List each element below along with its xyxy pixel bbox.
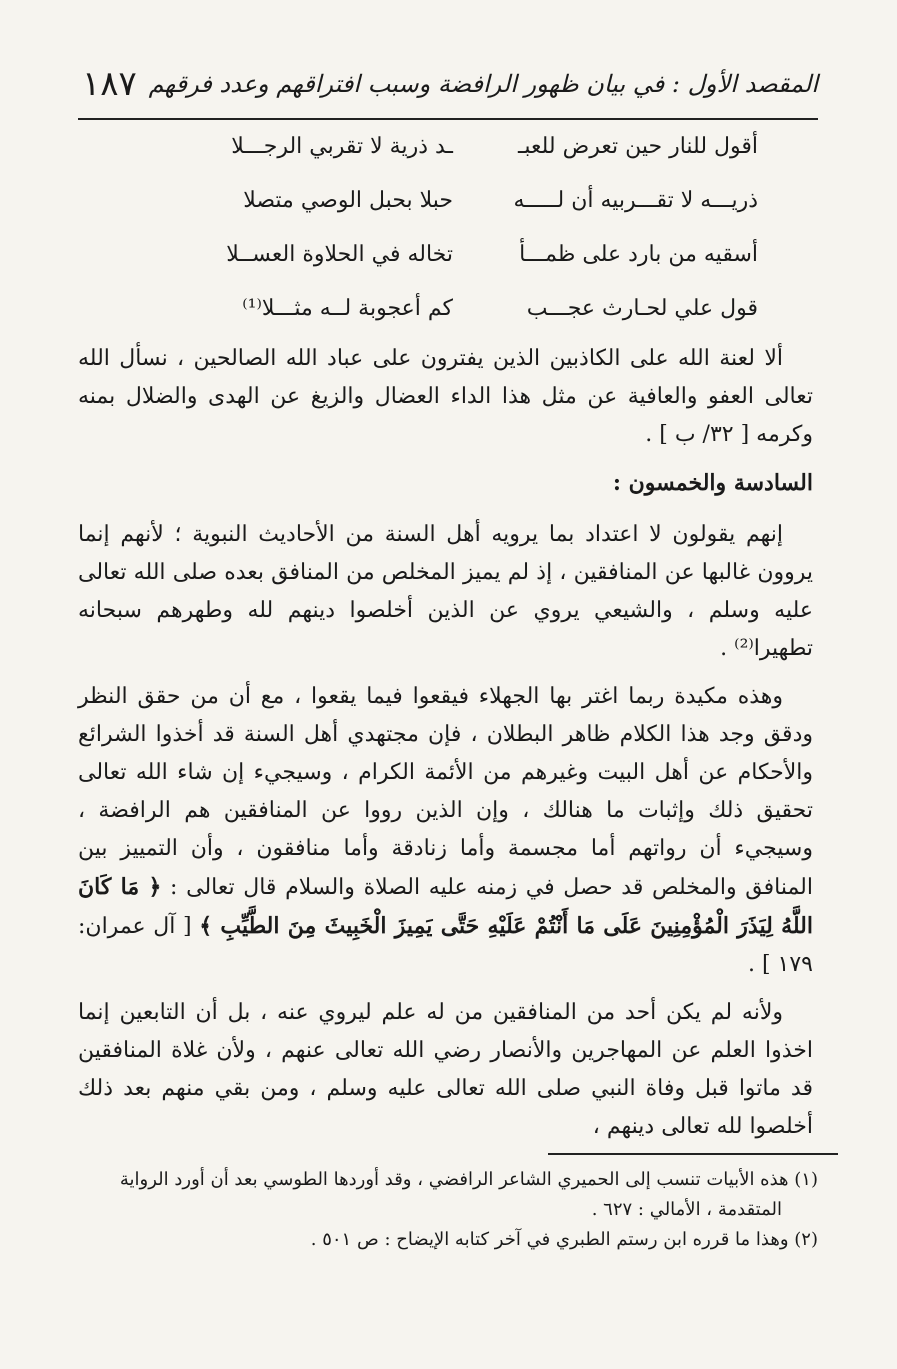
running-title: المقصد الأول : في بيان ظهور الرافضة وسبب افتراقهم وعدد فرقهم	[148, 70, 818, 98]
verse-second-hemistich: ـد ذرية لا تقربي الرجـــلا	[231, 134, 453, 159]
verse-second-hemistich: كم أعجوبة لــه مثـــلا⁽¹⁾	[242, 296, 453, 321]
verse-line	[78, 128, 818, 182]
quran-verse: ﴿ مَا كَانَ اللَّهُ لِيَذَرَ الْمُؤْمِنِينَ عَلَى مَا أَنْتُمْ عَلَيْهِ حَتَّى يَمِيزَ الْخَبِيثَ مِنَ الطَّيِّبِ ﴾	[78, 874, 813, 939]
footnote: (٢) وهذا ما قرره ابن رستم الطبري في آخر كتابه الإيضاح : ص ٥٠١ .	[310, 1229, 818, 1250]
paragraph: ألا لعنة الله على الكاذبين الذين يفترون على عباد الله الصالحين ، نسأل الله تعالى العفو والعافية عن مثل هذا الداء العضال والزيغ عن الهدى والضلال بمنه وكرمه [ ٣٢/ ب ] .	[78, 346, 813, 447]
header-divider	[78, 118, 818, 120]
paragraph	[78, 678, 813, 984]
verse-line	[78, 290, 818, 344]
page-number: ١٨٧	[82, 64, 137, 104]
verse-second-hemistich: تخاله في الحلاوة العســلا	[226, 242, 453, 267]
paragraph: إنهم يقولون لا اعتداد بما يرويه أهل السنة من الأحاديث النبوية ؛ لأنهم إنما يروون غالبها عن المنافقين ، إذ لم يميز المخلص من المنافق بعده صلى الله تعالى عليه وسلم ، والشيعي يروي عن الذين أخلصوا دينهم لله وطهرهم سبحانه تطهيرا⁽²⁾ .	[78, 522, 813, 661]
page-header	[78, 64, 818, 114]
section-heading: السادسة والخمسون :	[612, 470, 813, 496]
poem-verses	[78, 128, 818, 344]
verse-second-hemistich: حبلا بحبل الوصي متصلا	[243, 188, 453, 213]
verse-first-hemistich: قول علي لحـارث عجـــب	[526, 296, 758, 321]
verse-line	[78, 236, 818, 290]
verse-first-hemistich: ذريـــه لا تقـــربيه أن لـــــه	[513, 188, 758, 213]
quran-reference: [ آل عمران: ١٧٩ ] .	[78, 914, 813, 977]
footnote: (١) هذه الأبيات تنسب إلى الحميري الشاعر الرافضي ، وقد أوردها الطوسي بعد أن أورد الرواية المتقدمة ، الأمالي : ٦٢٧ .	[119, 1169, 818, 1220]
footnote-divider	[548, 1153, 838, 1155]
footnotes	[78, 1165, 818, 1255]
verse-line	[78, 182, 818, 236]
paragraph: ولأنه لم يكن أحد من المنافقين من له علم ليروي عنه ، بل أن التابعين إنما اخذوا العلم عن المهاجرين والأنصار رضي الله تعالى عنهم ، ولأن غلاة المنافقين قد ماتوا قبل وفاة النبي صلى الله تعالى عليه وسلم ، ومن بقي منهم بعد ذلك أخلصوا لله تعالى دينهم ،	[78, 1000, 813, 1139]
verse-first-hemistich: أسقيه من بارد على ظمـــأ	[519, 242, 758, 267]
verse-first-hemistich: أقول للنار حين تعرض للعبـ	[517, 134, 758, 159]
paragraph-text: وهذه مكيدة ربما اغتر بها الجهلاء فيقعوا فيما يقعوا ، مع أن من حقق النظر ودقق وجد هذا الكلام ظاهر البطلان ، فإن مجتهدي أهل السنة قد أخذوا الشرائع والأحكام عن أهل البيت وغيرهم من الأئمة الكرام ، وسيجيء إن شاء الله تعالى تحقيق ذلك وإثبات ما هنالك ، وإن الذين رووا عن المنافقين هم الرافضة ، وسيجيء أن رواتهم أما مجسمة وأما زنادقة وأما منافقون ، وأن التمييز بين المنافق والمخلص قد حصل في زمنه عليه الصلاة والسلام قال تعالى :	[78, 684, 813, 900]
body-text	[78, 340, 813, 1156]
